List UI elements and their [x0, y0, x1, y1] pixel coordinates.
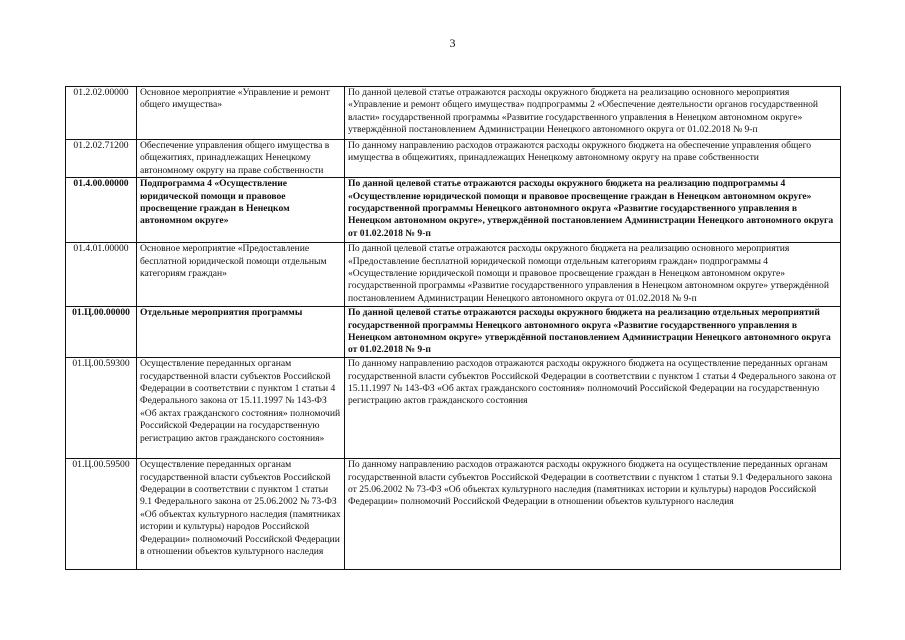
table-row — [66, 307, 841, 358]
page-number: 3 — [449, 36, 456, 50]
budget-classification-table — [65, 86, 841, 570]
table-row — [66, 178, 841, 243]
article-name: Осуществление переданных органам государственной власти субъектов Российской Федерации в соответствии с пунктом 1 статьи 4 Федерального закона от 15.11.1997 № 143-ФЗ «Об актах гражданского состояния» полномочий Российской Федерации на государственную регистрацию актов гражданского состояния» — [137, 358, 345, 459]
target-article-code: 01.4.00.00000 — [66, 178, 137, 243]
article-description: По данной целевой статье отражаются расходы окружного бюджета на реализацию основного мероприятия «Предоставление бесплатной юридической помощи отдельным категориям граждан» подпрограммы 4 «Осуществление юридической помощи и правовое просвещение граждан в Ненецком автономном округе» государственной программы «Развитие государственного управления в Ненецком автономном округе» утверждённой постановлением Администрации Ненецкого автономного округа от 01.02.2018 № 9-п — [345, 243, 841, 307]
article-name: Обеспечение управления общего имущества в общежитиях, принадлежащих Ненецкому автономному округу на праве собственности — [137, 140, 345, 178]
table-row — [66, 243, 841, 307]
target-article-code: 01.Ц.00.59500 — [66, 459, 137, 570]
article-description: По данному направлению расходов отражаются расходы окружного бюджета на обеспечение управления общего имущества в общежитиях, принадлежащих Ненецкому автономному округу на праве собственности — [345, 140, 841, 178]
table-row — [66, 87, 841, 140]
target-article-code: 01.2.02.71200 — [66, 140, 137, 178]
table-row — [66, 459, 841, 570]
article-description: По данному направлению расходов отражаются расходы окружного бюджета на осуществление переданных органам государственной власти субъектов Российской Федерации в соответствии с пунктом 1 статьи 9.1 Федерального закона от 25.06.2002 № 73-ФЗ «Об объектах культурного наследия (памятниках истории и культуры) народов Российской Федерации» полномочий Российской Федерации в отношении объектов культурного наследия — [345, 459, 841, 570]
article-description: По данной целевой статье отражаются расходы окружного бюджета на реализацию отдельных мероприятий государственной программы Ненецкого автономного округа «Развитие государственного управления в Ненецком автономном округе» утверждённой постановлением Администрации Ненецкого автономного округа от 01.02.2018 № 9-п — [345, 307, 841, 358]
article-name: Основное мероприятие «Предоставление бесплатной юридической помощи отдельным категориям граждан» — [137, 243, 345, 307]
target-article-code: 01.Ц.00.59300 — [66, 358, 137, 459]
table-row — [66, 358, 841, 459]
article-description: По данной целевой статье отражаются расходы окружного бюджета на реализацию подпрограммы 4 «Осуществление юридической помощи и правовое просвещение граждан в Ненецком автономном округе» государственной программы Ненецкого автономного округа «Развитие государственного управления в Ненецком автономном округе», утверждённой постановлением Администрации Ненецкого автономного округа от 01.02.2018 № 9-п — [345, 178, 841, 243]
article-name: Отдельные мероприятия программы — [137, 307, 345, 358]
target-article-code: 01.2.02.00000 — [66, 87, 137, 140]
article-name: Осуществление переданных органам государственной власти субъектов Российской Федерации в соответствии с пунктом 1 статьи 9.1 Федерального закона от 25.06.2002 № 73-ФЗ «Об объектах культурного наследия (памятниках истории и культуры) народов Российской Федерации» полномочий Российской Федерации в отношении объектов культурного наследия — [137, 459, 345, 570]
target-article-code: 01.Ц.00.00000 — [66, 307, 137, 358]
article-name: Основное мероприятие «Управление и ремонт общего имущества» — [137, 87, 345, 140]
table-row — [66, 140, 841, 178]
article-description: По данному направлению расходов отражаются расходы окружного бюджета на осуществление переданных органам государственной власти субъектов Российской Федерации в соответствии с пунктом 1 статьи 4 Федерального закона от 15.11.1997 № 143-ФЗ «Об актах гражданского состояния» полномочий Российской Федерации на государственную регистрацию актов гражданского состояния — [345, 358, 841, 459]
article-name: Подпрограмма 4 «Осуществление юридической помощи и правовое просвещение граждан в Ненецком автономном округе» — [137, 178, 345, 243]
article-description: По данной целевой статье отражаются расходы окружного бюджета на реализацию основного мероприятия «Управление и ремонт общего имущества» подпрограммы 2 «Обеспечение деятельности органов государственной власти» государственной программы «Развитие государственного управления в Ненецком автономном округе» утверждённой постановлением Администрации Ненецкого автономного округа от 01.02.2018 № 9-п — [345, 87, 841, 140]
target-article-code: 01.4.01.00000 — [66, 243, 137, 307]
